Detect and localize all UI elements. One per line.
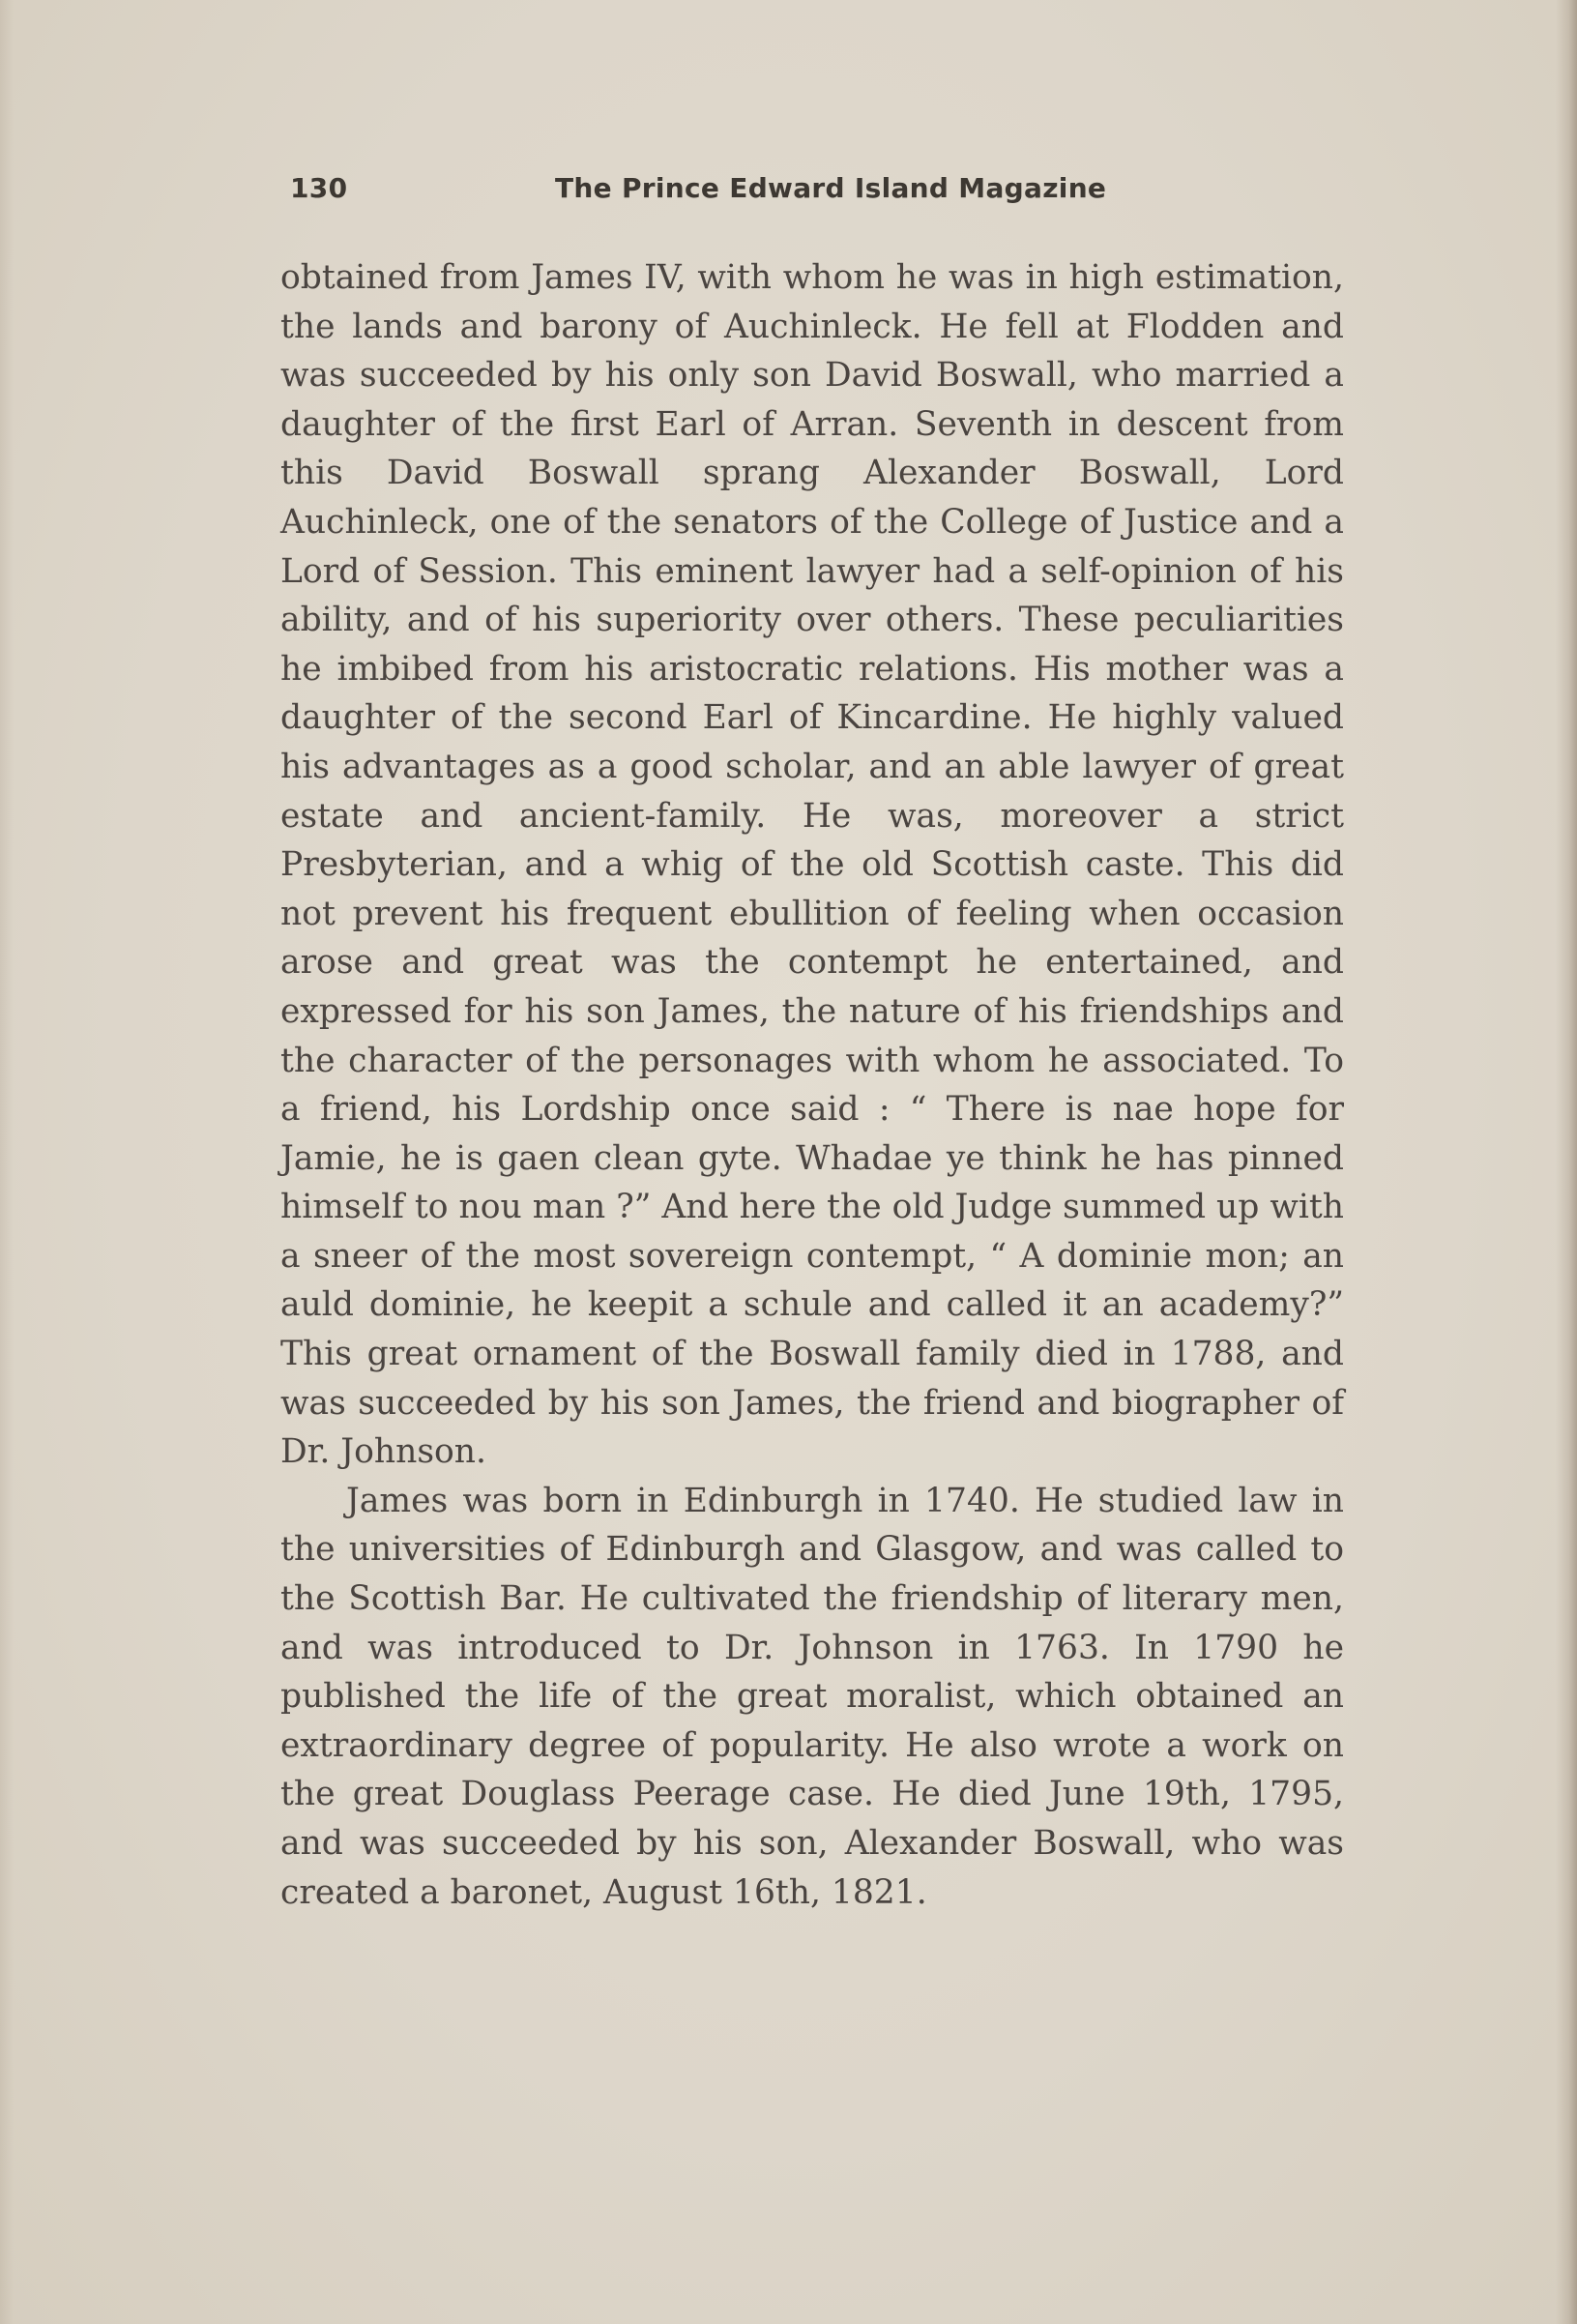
page-header <box>290 172 1344 211</box>
paragraph: obtained from James IV, with whom he was in high estimation, the lands and barony of Auchinleck. He fell at Flodden and was succeeded by his only son David Boswall, who married a daughter of the first Earl of Arran. Seventh in descent from this David Boswall sprang Alexander Boswall, Lord Auchinleck, one of the senators of the College of Justice and a Lord of Session. This eminent lawyer had a self-opinion of his ability, and of his superiority over others. These peculiarities he imbibed from his aristocratic relations. His mother was a daughter of the second Earl of Kincardine. He highly valued his advantages as a good scholar, and an able lawyer of great estate and ancient-family. He was, moreover a strict Presbyterian, and a whig of the old Scottish caste. This did not prevent his frequent ebullition of feeling when occasion arose and great was the contempt he entertained, and expressed for his son James, the nature of his friendships and the character of the personages with whom he associated. To a friend, his Lordship once said : “ There is nae hope for Jamie, he is gaen clean gyte. Whadae ye think he has pinned himself to nou man ?” And here the old Judge summed up with a sneer of the most sovereign contempt, “ A dominie mon; an auld dominie, he keepit a schule and called it an academy?” This great ornament of the Boswall family died in 1788, and was succeeded by his son James, the friend and biographer of Dr. Johnson. <box>280 258 1344 1472</box>
page-left-edge-shadow <box>0 0 14 2324</box>
page-number: 130 <box>290 172 348 204</box>
page-right-edge-shadow <box>1556 0 1577 2324</box>
body-text <box>280 253 1344 1917</box>
running-title: The Prince Edward Island Magazine <box>555 172 1107 204</box>
paragraph: James was born in Edinburgh in 1740. He studied law in the universities of Edinburgh and Glasgow, and was called to the Scottish Bar. He cultivated the friendship of literary men, and was introduced to Dr. Johnson in 1763. In 1790 he published the life of the great moralist, which obtained an extraordinary degree of popularity. He also wrote a work on the great Douglass Peerage case. He died June 19th, 1795, and was succeeded by his son, Alexander Boswall, who was created a baronet, August 16th, 1821. <box>280 1481 1344 1912</box>
